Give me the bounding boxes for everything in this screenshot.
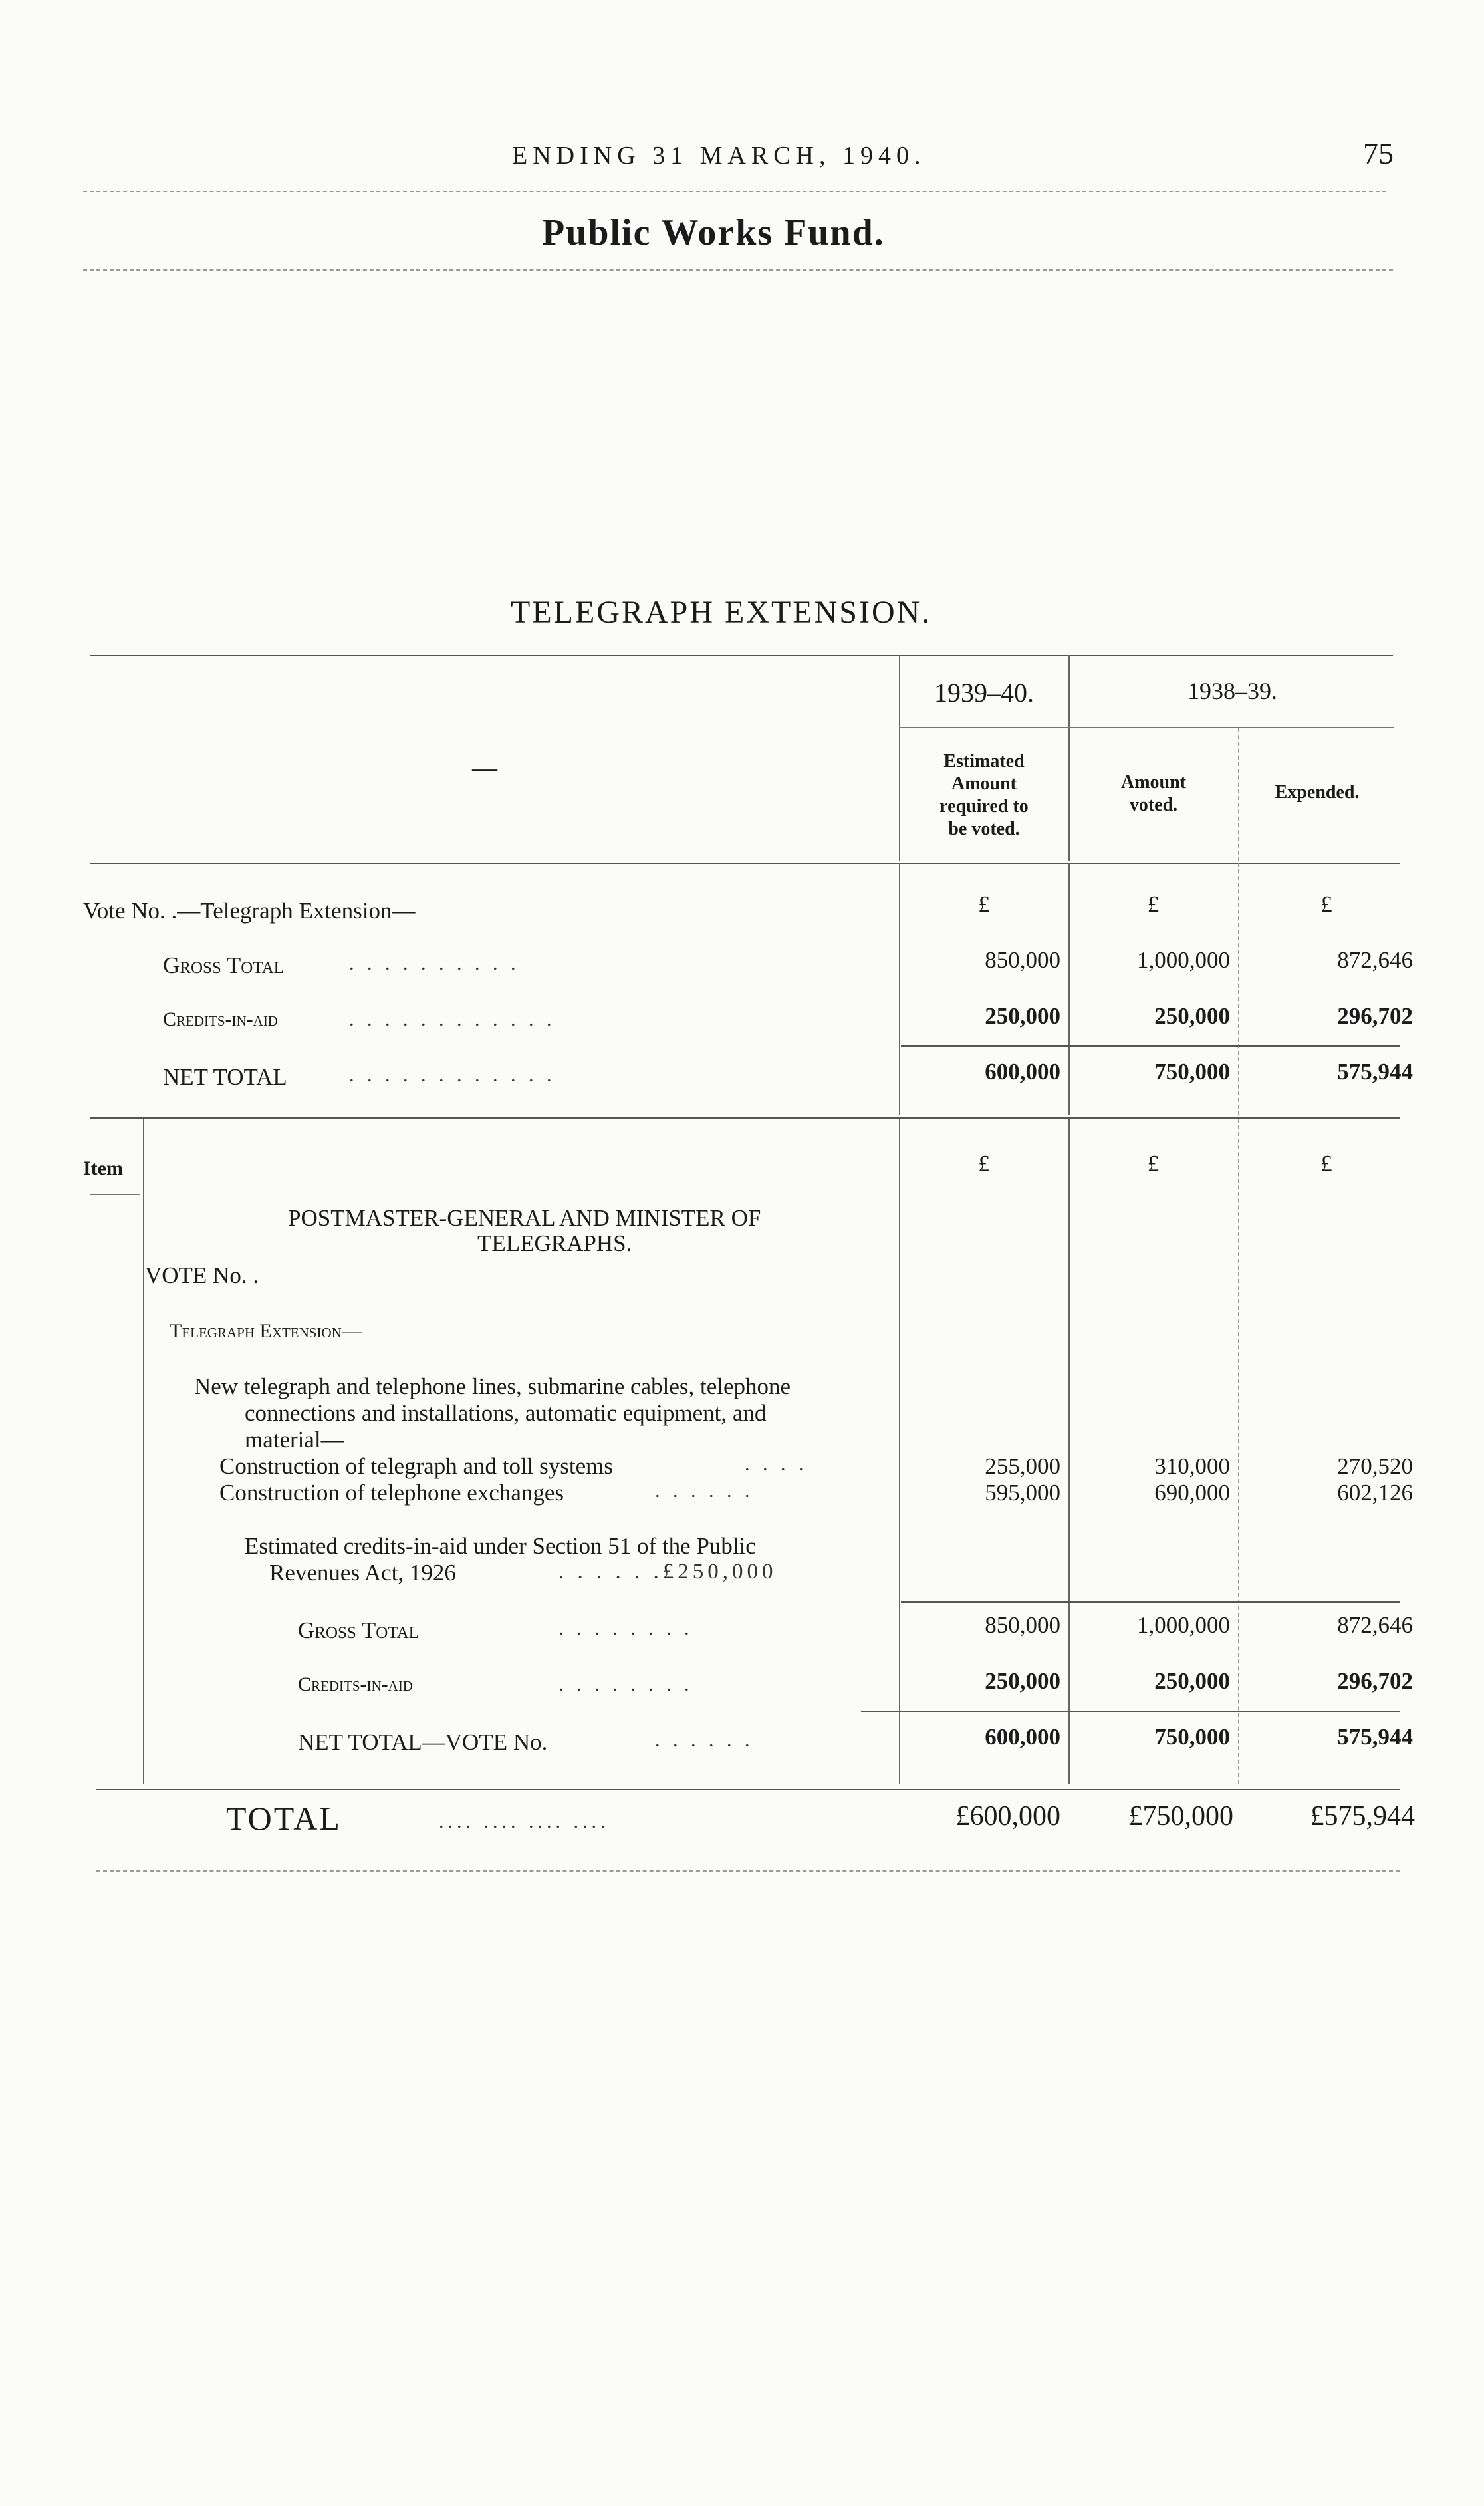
- leader-dots: . . . . . .: [655, 1480, 754, 1502]
- summary-gross-total-expended: 872,646: [1337, 947, 1413, 973]
- detail-credits-1939-40: 250,000: [985, 1668, 1060, 1694]
- currency-symbol: £: [978, 891, 990, 917]
- col-divider: [899, 655, 900, 861]
- summary-net-total-voted: 750,000: [1154, 1059, 1230, 1085]
- leader-dots: . . . . . .: [655, 1729, 754, 1751]
- summary-net-total-label: NET TOTAL: [163, 1064, 287, 1090]
- detail-gross-total-expended: 872,646: [1337, 1612, 1413, 1638]
- item-telegraph-toll-1939-40: 255,000: [985, 1453, 1060, 1479]
- leader-dots: . . . .: [745, 1453, 808, 1475]
- detail-gross-total-1939-40: 850,000: [985, 1612, 1060, 1638]
- item-label: Item: [83, 1157, 123, 1179]
- currency-symbol: £: [1147, 1151, 1160, 1177]
- credits-note-amount: . . . . . .£250,000: [558, 1560, 777, 1584]
- item-telephone-exchanges-label: Construction of telephone exchanges: [219, 1480, 564, 1506]
- leader-dots: . . . . . . . .: [558, 1617, 693, 1639]
- col-divider: [1238, 863, 1239, 1115]
- grand-total-voted: £750,000: [1128, 1801, 1233, 1832]
- year-1939-40: 1939–40.: [934, 678, 1034, 708]
- ministry-heading-line2: TELEGRAPHS.: [477, 1230, 632, 1256]
- grand-total-expended: £575,944: [1310, 1801, 1415, 1832]
- detail-net-total-label: NET TOTAL—VOTE No.: [298, 1729, 548, 1755]
- item-telephone-exchanges-voted: 690,000: [1154, 1480, 1230, 1506]
- item-divider: [143, 1119, 144, 1784]
- item-telephone-exchanges-expended: 602,126: [1337, 1480, 1413, 1506]
- table-top-rule: [90, 655, 1393, 656]
- page-bottom-rule: [96, 1870, 1400, 1872]
- col-divider: [899, 1119, 900, 1784]
- description-line2: connections and installations, automatic equipment, and: [245, 1400, 767, 1426]
- detail-credits-voted: 250,000: [1154, 1668, 1230, 1694]
- currency-symbol: £: [1320, 891, 1332, 917]
- col1-header: Estimated Amount required to be voted.: [939, 751, 1029, 839]
- col-divider: [1068, 655, 1070, 861]
- summary-credits-label: Credits-in-aid: [163, 1008, 278, 1030]
- credits-note-line2: Revenues Act, 1926: [269, 1560, 456, 1586]
- fund-title: Public Works Fund.: [542, 212, 885, 253]
- summary-vote-label: Vote No. .—Telegraph Extension—: [83, 898, 416, 924]
- summary-bottom-rule: [90, 1117, 1400, 1119]
- col-divider: [1238, 1119, 1239, 1784]
- summary-net-total-expended: 575,944: [1337, 1059, 1413, 1085]
- net-total-rule: [861, 1711, 1400, 1712]
- summary-gross-total-1939-40: 850,000: [985, 947, 1060, 973]
- header-bottom-rule: [90, 863, 1400, 864]
- col-divider: [1068, 863, 1070, 1115]
- detail-gross-total-voted: 1,000,000: [1137, 1612, 1230, 1638]
- header-rule: [83, 191, 1386, 192]
- col-divider: [1238, 728, 1239, 861]
- item-underline: [90, 1194, 140, 1195]
- vote-number: VOTE No. .: [145, 1262, 259, 1288]
- col-divider: [899, 863, 900, 1115]
- item-telephone-exchanges-1939-40: 595,000: [985, 1480, 1060, 1506]
- currency-symbol: £: [1147, 891, 1160, 917]
- ministry-heading-line1: POSTMASTER-GENERAL AND MINISTER OF: [288, 1205, 761, 1231]
- detail-net-total-expended: 575,944: [1337, 1724, 1413, 1750]
- leader-dots: . . . . . . . . . . . .: [349, 1064, 556, 1086]
- item-telegraph-toll-voted: 310,000: [1154, 1453, 1230, 1479]
- leader-dots: . . . . . . . .: [558, 1673, 693, 1695]
- year-group-rule: [1068, 727, 1394, 728]
- summary-gross-total-label: Gross Total: [163, 952, 284, 978]
- credits-note-line1: Estimated credits-in-aid under Section 51 of the Public: [245, 1533, 756, 1559]
- subtotal-rule: [901, 1045, 1400, 1047]
- summary-credits-1939-40: 250,000: [985, 1003, 1060, 1029]
- currency-symbol: £: [978, 1151, 990, 1177]
- summary-net-total-1939-40: 600,000: [985, 1059, 1060, 1085]
- detail-credits-label: Credits-in-aid: [298, 1673, 413, 1695]
- leader-dots: .... .... .... ....: [439, 1810, 610, 1832]
- currency-symbol: £: [1320, 1151, 1332, 1177]
- detail-credits-expended: 296,702: [1337, 1668, 1413, 1694]
- leader-dots: . . . . . . . . . . . .: [349, 1008, 556, 1030]
- year-1938-39: 1938–39.: [1187, 678, 1277, 704]
- detail-net-total-voted: 750,000: [1154, 1724, 1230, 1750]
- col2-header: Amount voted.: [1120, 772, 1186, 815]
- item-telegraph-toll-expended: 270,520: [1337, 1453, 1413, 1479]
- detail-net-total-1939-40: 600,000: [985, 1724, 1060, 1750]
- stub-dash: —: [472, 754, 497, 782]
- title-rule: [83, 269, 1393, 271]
- grand-total-1939-40: £600,000: [955, 1801, 1060, 1832]
- description-line3: material—: [245, 1427, 344, 1453]
- summary-credits-voted: 250,000: [1154, 1003, 1230, 1029]
- col3-header: Expended.: [1275, 782, 1360, 803]
- detail-bottom-rule: [96, 1789, 1400, 1790]
- grand-total-label: TOTAL: [226, 1800, 342, 1837]
- col-divider: [1068, 1119, 1070, 1784]
- summary-gross-total-voted: 1,000,000: [1137, 947, 1230, 973]
- item-telegraph-toll-label: Construction of telegraph and toll systems: [219, 1453, 613, 1479]
- page-number: 75: [1363, 136, 1394, 170]
- items-total-rule: [901, 1601, 1400, 1603]
- subhead-telegraph-extension: Telegraph Extension—: [170, 1320, 362, 1342]
- detail-gross-total-label: Gross Total: [298, 1617, 419, 1643]
- section-title: TELEGRAPH EXTENSION.: [511, 595, 932, 630]
- description-line1: New telegraph and telephone lines, submarine cables, telephone: [194, 1373, 791, 1399]
- leader-dots: . . . . . . . . . .: [349, 952, 520, 974]
- year-rule: [899, 727, 1068, 728]
- summary-credits-expended: 296,702: [1337, 1003, 1413, 1029]
- running-head: ENDING 31 MARCH, 1940.: [512, 142, 926, 170]
